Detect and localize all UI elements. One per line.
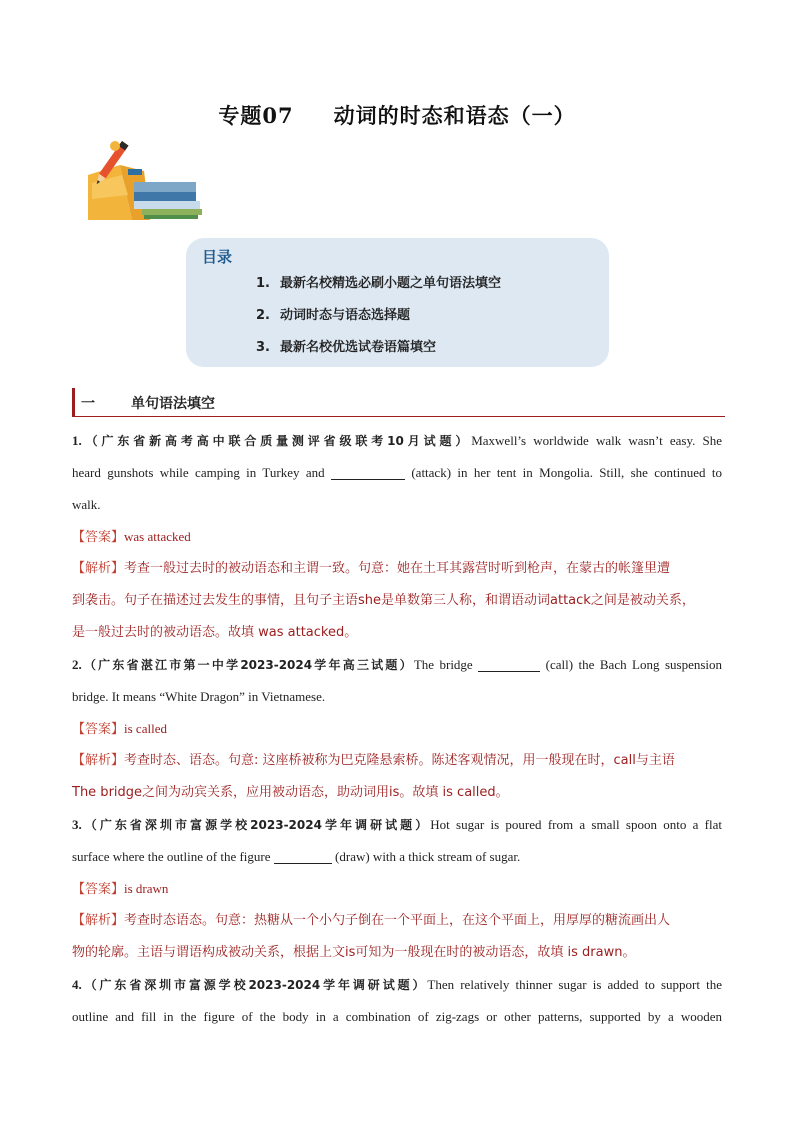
question-list [72, 425, 722, 1033]
question-line: walk. [72, 497, 101, 512]
question-line: 1.（广东省新高考高中联合质量测评省级联考10月试题）Maxwell’s worldwide walk wasn’t easy. She [72, 433, 722, 448]
analysis-line: 物的轮廓。主语与谓语构成被动关系，根据上文is可知为一般现在时的被动语态，故填 is drawn。 [72, 945, 636, 960]
analysis-line: 【解析】考查时态、语态。句意: 这座桥被称为巴克隆悬索桥。陈述客观情况，用一般现在时，call与主语 [72, 753, 675, 768]
page-title [0, 100, 794, 130]
section-header [72, 388, 725, 417]
answer-text: is called [124, 721, 167, 736]
question-line: heard gunshots while camping in Turkey and (attack) in her tent in Mongolia. Still, she continued to [72, 465, 722, 480]
answer-text: was attacked [124, 529, 191, 544]
analysis-line: 到袭击。句子在描述过去发生的事情，且句子主语she是单数第三人称，和谓语动词attack之间是被动关系， [72, 593, 695, 608]
analysis-line: The bridge之间为动宾关系，应用被动语态，助动词用is。故填 is called。 [72, 785, 509, 800]
table-of-contents [186, 238, 609, 367]
title-prefix: 专题07 [218, 103, 294, 128]
toc-item: 3. 最新名校优选试卷语篇填空 [256, 340, 437, 355]
toc-heading: 目录 [202, 248, 233, 266]
section-title: 单句语法填空 [131, 396, 215, 412]
pencil-books-illustration [82, 135, 207, 220]
question-line: bridge. It means “White Dragon” in Vietnamese. [72, 689, 326, 704]
answer-blank[interactable] [478, 655, 540, 672]
answer-line: 【答案】was attacked [72, 529, 191, 545]
analysis-line: 【解析】考查一般过去时的被动语态和主谓一致。句意：她在土耳其露营时听到枪声，在蒙古的帐篷里遭 [72, 561, 671, 576]
title-text: 动词的时态和语态（一） [333, 103, 576, 128]
analysis-line: 【解析】考查时态语态。句意：热糖从一个小勺子倒在一个平面上，在这个平面上，用厚厚的糖流画出人 [72, 913, 671, 928]
toc-item: 2. 动词时态与语态选择题 [256, 308, 411, 323]
question-line: surface where the outline of the figure (draw) with a thick stream of sugar. [72, 849, 521, 864]
answer-line: 【答案】is drawn [72, 881, 169, 897]
answer-text: is drawn [124, 881, 169, 896]
question-line: outline and fill in the figure of the body in a combination of zig-zags or other patterns, supported by a wooden [72, 1009, 722, 1024]
answer-blank[interactable] [274, 847, 332, 864]
question-line: 4.（广东省深圳市富源学校2023-2024学年调研试题）Then relatively thinner sugar is added to support the [72, 977, 722, 992]
section-number: 一 [81, 396, 95, 412]
question-line: 3.（广东省深圳市富源学校2023-2024学年调研试题）Hot sugar is poured from a small spoon onto a flat [72, 817, 723, 832]
toc-item: 1. 最新名校精选必刷小题之单句语法填空 [256, 276, 502, 291]
answer-blank[interactable] [331, 463, 405, 480]
answer-line: 【答案】is called [72, 721, 167, 737]
question-line: 2.（广东省湛江市第一中学2023-2024学年高三试题）The bridge (call) the Bach Long suspension [72, 657, 723, 672]
analysis-line: 是一般过去时的被动语态。故填 was attacked。 [72, 625, 358, 640]
